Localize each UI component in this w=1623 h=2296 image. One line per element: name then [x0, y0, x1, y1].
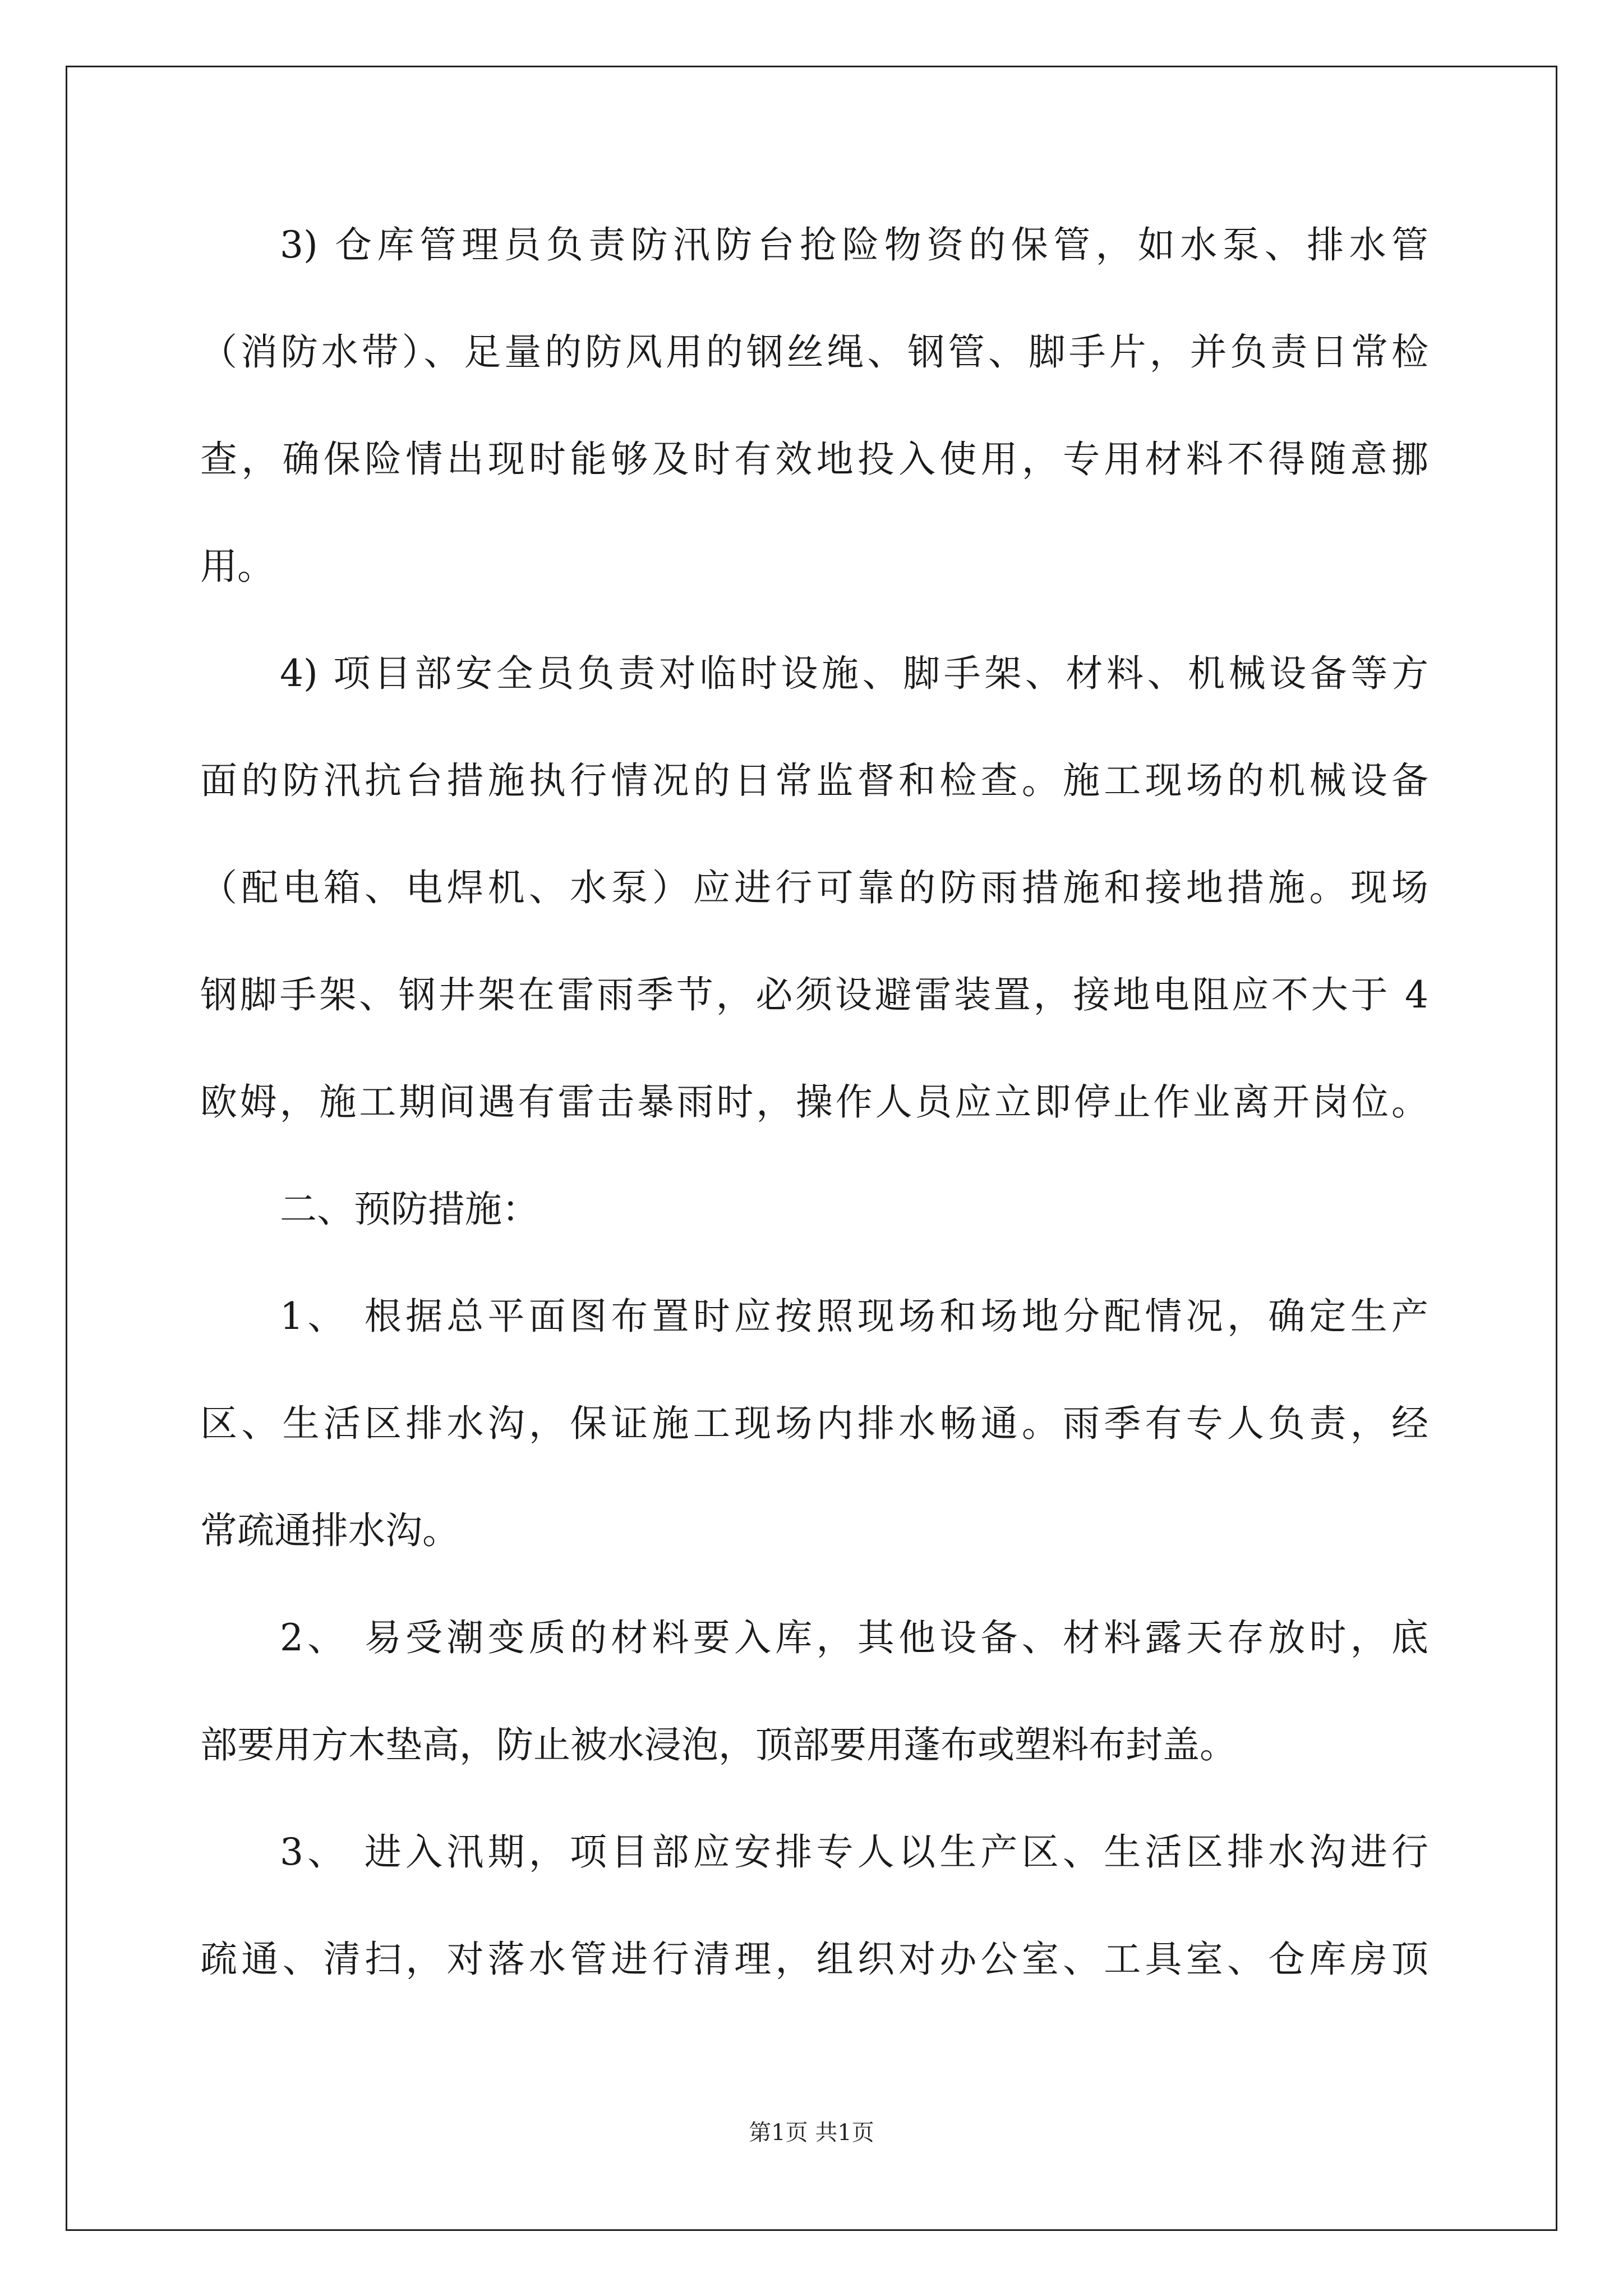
- paragraph-line: 常疏通排水沟。: [200, 1509, 459, 1552]
- section-heading: 二、预防措施：: [280, 1188, 539, 1231]
- paragraph-line: 用。: [200, 545, 274, 588]
- paragraph-line: 疏通、清扫，对落水管进行清理，组织对办公室、工具室、仓库房顶: [200, 1938, 1428, 1981]
- paragraph-line: 1、 根据总平面图布置时应按照现场和场地分配情况，确定生产: [280, 1295, 1428, 1338]
- paragraph-line: （配电箱、电焊机、水泵）应进行可靠的防雨措施和接地措施。现场: [200, 866, 1428, 909]
- paragraph-line: 3) 仓库管理员负责防汛防台抢险物资的保管，如水泵、排水管: [280, 223, 1428, 266]
- paragraph-line: 面的防汛抗台措施执行情况的日常监督和检查。施工现场的机械设备: [200, 759, 1428, 802]
- page-footer: [0, 2115, 1623, 2147]
- paragraph-line: 欧姆，施工期间遇有雷击暴雨时，操作人员应立即停止作业离开岗位。: [200, 1080, 1428, 1124]
- paragraph-line: 查，确保险情出现时能够及时有效地投入使用，专用材料不得随意挪: [200, 438, 1428, 481]
- paragraph-line: 钢脚手架、钢井架在雷雨季节，必须设避雷装置，接地电阻应不大于 4: [200, 973, 1428, 1016]
- paragraph-line: 2、 易受潮变质的材料要入库，其他设备、材料露天存放时，底: [280, 1616, 1428, 1659]
- paragraph-line: （消防水带）、足量的防风用的钢丝绳、钢管、脚手片，并负责日常检: [200, 330, 1428, 374]
- paragraph-line: 4) 项目部安全员负责对临时设施、脚手架、材料、机械设备等方: [280, 652, 1428, 695]
- paragraph-line: 区、生活区排水沟，保证施工现场内排水畅通。雨季有专人负责，经: [200, 1402, 1428, 1445]
- paragraph-line: 部要用方木垫高，防止被水浸泡，顶部要用蓬布或塑料布封盖。: [200, 1723, 1237, 1766]
- document-body: [200, 214, 1428, 2036]
- page-number: 第1页 共1页: [749, 2120, 874, 2146]
- paragraph-line: 3、 进入汛期，项目部应安排专人以生产区、生活区排水沟进行: [280, 1830, 1428, 1874]
